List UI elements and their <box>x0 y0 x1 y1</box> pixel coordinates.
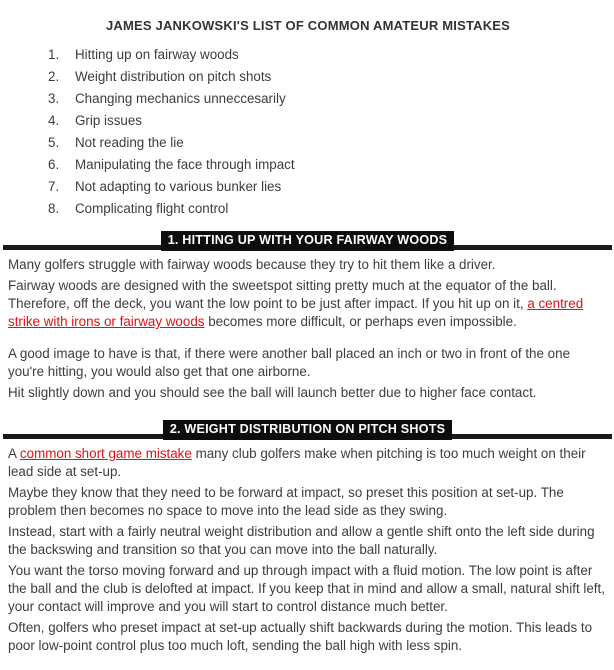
list-item <box>48 131 608 153</box>
list-item-label: Grip issues <box>75 112 142 128</box>
list-item <box>48 43 608 65</box>
section-1-heading-bar: 1. HITTING UP WITH YOUR FAIRWAY WOODS <box>161 231 455 251</box>
list-item-label: Not reading the lie <box>75 134 184 150</box>
paragraph-text: many club golfers make when pitching is too much weight on their lead side at set-up. <box>8 446 586 479</box>
paragraph: A good image to have is that, if there were another ball placed an inch or two in front of the one you're hitting, you would also get that one airborne. <box>8 346 571 379</box>
list-item <box>48 153 608 175</box>
list-item-number: 8. <box>48 200 60 216</box>
list-item-label: Changing mechanics unneccesarily <box>75 90 286 106</box>
list-item-number: 7. <box>48 178 60 194</box>
list-item <box>48 87 608 109</box>
list-item-number: 1. <box>48 46 60 62</box>
list-item-number: 6. <box>48 156 60 172</box>
paragraph-text: A <box>8 446 20 461</box>
list-item-label: Hitting up on fairway woods <box>75 46 239 62</box>
list-item-label: Weight distribution on pitch shots <box>75 68 272 84</box>
paragraph: Maybe they know that they need to be forward at impact, so preset this position at set-up. The problem then becomes no space to move into the lead side as they swing. <box>8 485 564 518</box>
mistakes-list <box>8 43 608 219</box>
list-item-number: 4. <box>48 112 60 128</box>
paragraph <box>8 445 608 481</box>
list-item-number: 5. <box>48 134 60 150</box>
list-item <box>48 197 608 219</box>
list-item <box>48 109 608 131</box>
section-2-heading <box>3 420 612 441</box>
paragraph: You want the torso moving forward and up through impact with a fluid motion. The low point is after the ball and the club is delofted at impact. If you keep that in mind and allow a small, natural shift left, your contact will improve and you will start to control distance much better. <box>8 563 605 614</box>
paragraph-text: Fairway woods are designed with the sweetspot sitting pretty much at the equator of the ball. Therefore, off the deck, you want the low point to be just after impact. If you hit up on it, <box>8 278 557 311</box>
link-common-short-game-mistake[interactable]: common short game mistake <box>19 446 192 461</box>
paragraph <box>8 277 608 331</box>
paragraph: Hit slightly down and you should see the ball will launch better due to higher face contact. <box>8 385 537 400</box>
list-item-number: 2. <box>48 68 60 84</box>
list-item <box>48 65 608 87</box>
list-item <box>48 175 608 197</box>
document-title: JAMES JANKOWSKI'S LIST OF COMMON AMATEUR MISTAKES <box>105 18 511 33</box>
document-page <box>0 18 614 655</box>
paragraph: Often, golfers who preset impact at set-up actually shift backwards during the motion. This leads to poor low-point control plus too much loft, sending the ball high with less spin. <box>8 620 593 653</box>
list-item-label: Complicating flight control <box>75 200 229 216</box>
paragraph: Many golfers struggle with fairway woods because they try to hit them like a driver. <box>8 257 496 272</box>
list-item-number: 3. <box>48 90 60 106</box>
list-item-label: Manipulating the face through impact <box>75 156 295 172</box>
paragraph: Instead, start with a fairly neutral weight distribution and allow a gentle shift onto the left side during the backswing and transition so that you can move into the ball naturally. <box>8 524 595 557</box>
paragraph-text: becomes more difficult, or perhaps even impossible. <box>204 314 517 329</box>
link-centred-strike[interactable]: a centred strike with irons or fairway woods <box>8 296 584 329</box>
list-item-label: Not adapting to various bunker lies <box>75 178 282 194</box>
section-2-heading-bar: 2. WEIGHT DISTRIBUTION ON PITCH SHOTS <box>163 420 452 440</box>
section-1-heading <box>3 231 612 252</box>
